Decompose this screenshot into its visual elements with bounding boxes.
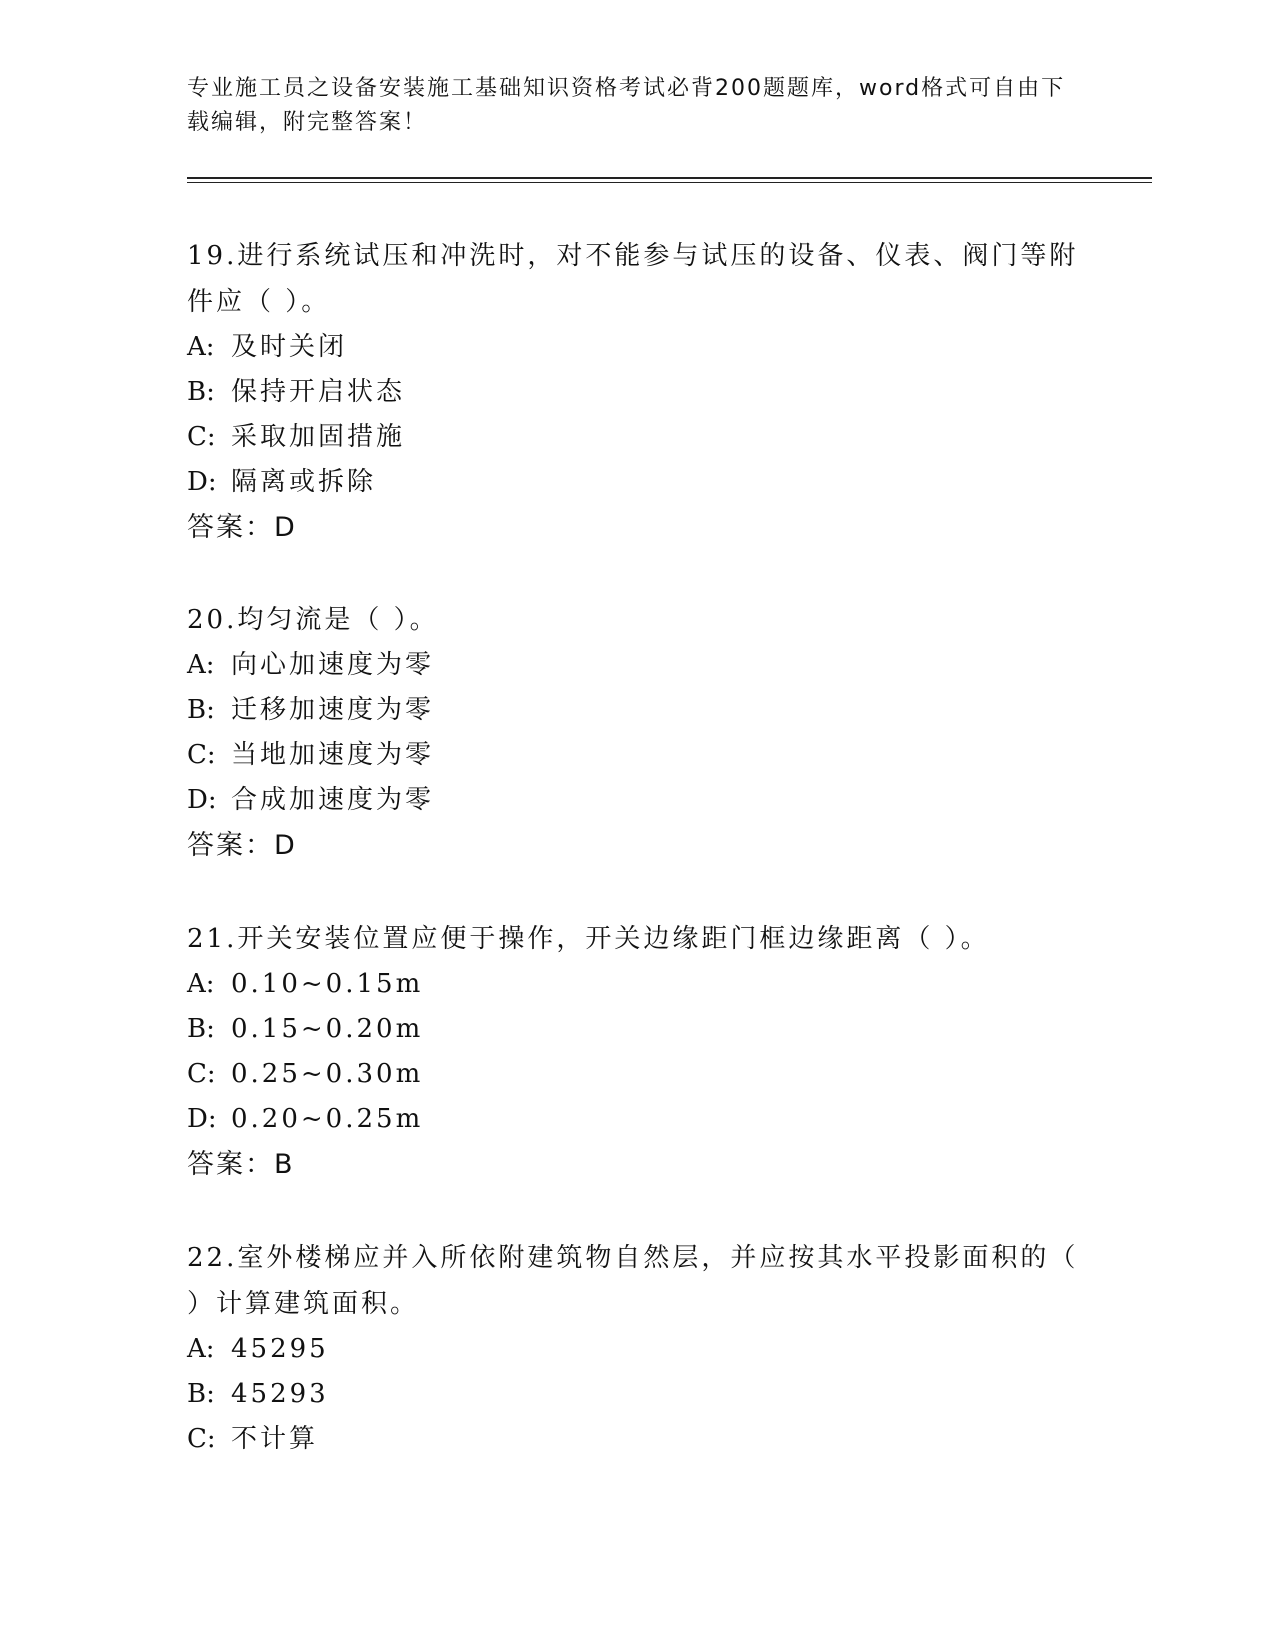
- option-key: D:: [187, 467, 217, 497]
- option-key: C:: [187, 1424, 216, 1454]
- option-key: B:: [187, 1014, 215, 1044]
- option-b: [187, 1372, 1087, 1417]
- option-key: C:: [187, 422, 216, 452]
- option-text: 不计算: [231, 1424, 319, 1454]
- option-text: 保持开启状态: [231, 377, 406, 407]
- answer-line: 答案：B: [187, 1149, 295, 1180]
- option-key: D:: [187, 785, 217, 815]
- option-text: 45295: [231, 1334, 329, 1364]
- option-c: [187, 415, 1087, 460]
- option-text: 采取加固措施: [231, 422, 406, 452]
- option-text: 及时关闭: [231, 332, 348, 362]
- answer-line: 答案：D: [187, 512, 297, 543]
- option-b: [187, 688, 1087, 733]
- option-b: [187, 370, 1087, 415]
- option-text: 0.15~0.20m: [231, 1014, 424, 1044]
- option-d: [187, 778, 1087, 823]
- option-text: 合成加速度为零: [231, 785, 435, 815]
- option-text: 45293: [231, 1379, 329, 1409]
- header-divider-thick: [187, 177, 1152, 179]
- option-text: 0.25~0.30m: [231, 1059, 424, 1089]
- option-key: A:: [187, 969, 215, 999]
- question-20: [187, 597, 1087, 869]
- option-c: [187, 1417, 1087, 1462]
- question-stem: 22.室外楼梯应并入所依附建筑物自然层，并应按其水平投影面积的（ ）计算建筑面积。: [187, 1243, 1079, 1319]
- option-key: B:: [187, 1379, 215, 1409]
- option-d: [187, 460, 1087, 505]
- question-stem: 21.开关安装位置应便于操作，开关边缘距门框边缘距离（ ）。: [187, 924, 990, 954]
- option-a: [187, 962, 1087, 1007]
- option-key: A:: [187, 332, 215, 362]
- question-21: [187, 916, 1087, 1188]
- answer-line: 答案：D: [187, 830, 297, 861]
- question-19: [187, 233, 1087, 551]
- option-key: B:: [187, 377, 215, 407]
- option-key: C:: [187, 740, 216, 770]
- option-b: [187, 1007, 1087, 1052]
- option-key: A:: [187, 650, 215, 680]
- option-text: 迁移加速度为零: [231, 695, 435, 725]
- question-stem: 20.均匀流是（ ）。: [187, 605, 439, 635]
- option-key: B:: [187, 695, 215, 725]
- option-key: D:: [187, 1104, 217, 1134]
- option-text: 隔离或拆除: [231, 467, 377, 497]
- header-divider-thin: [187, 182, 1152, 183]
- question-22: [187, 1235, 1087, 1462]
- option-c: [187, 1052, 1087, 1097]
- option-d: [187, 1097, 1087, 1142]
- option-text: 0.20~0.25m: [231, 1104, 424, 1134]
- option-key: A:: [187, 1334, 215, 1364]
- option-key: C:: [187, 1059, 216, 1089]
- option-c: [187, 733, 1087, 778]
- option-text: 当地加速度为零: [231, 740, 435, 770]
- document-header: 专业施工员之设备安装施工基础知识资格考试必背200题题库，word格式可自由下载编辑，附完整答案！: [187, 76, 1066, 135]
- option-text: 向心加速度为零: [231, 650, 435, 680]
- option-a: [187, 325, 1087, 370]
- option-text: 0.10~0.15m: [231, 969, 424, 999]
- option-a: [187, 1327, 1087, 1372]
- option-a: [187, 643, 1087, 688]
- question-stem: 19.进行系统试压和冲洗时，对不能参与试压的设备、仪表、阀门等附件应（ ）。: [187, 241, 1079, 317]
